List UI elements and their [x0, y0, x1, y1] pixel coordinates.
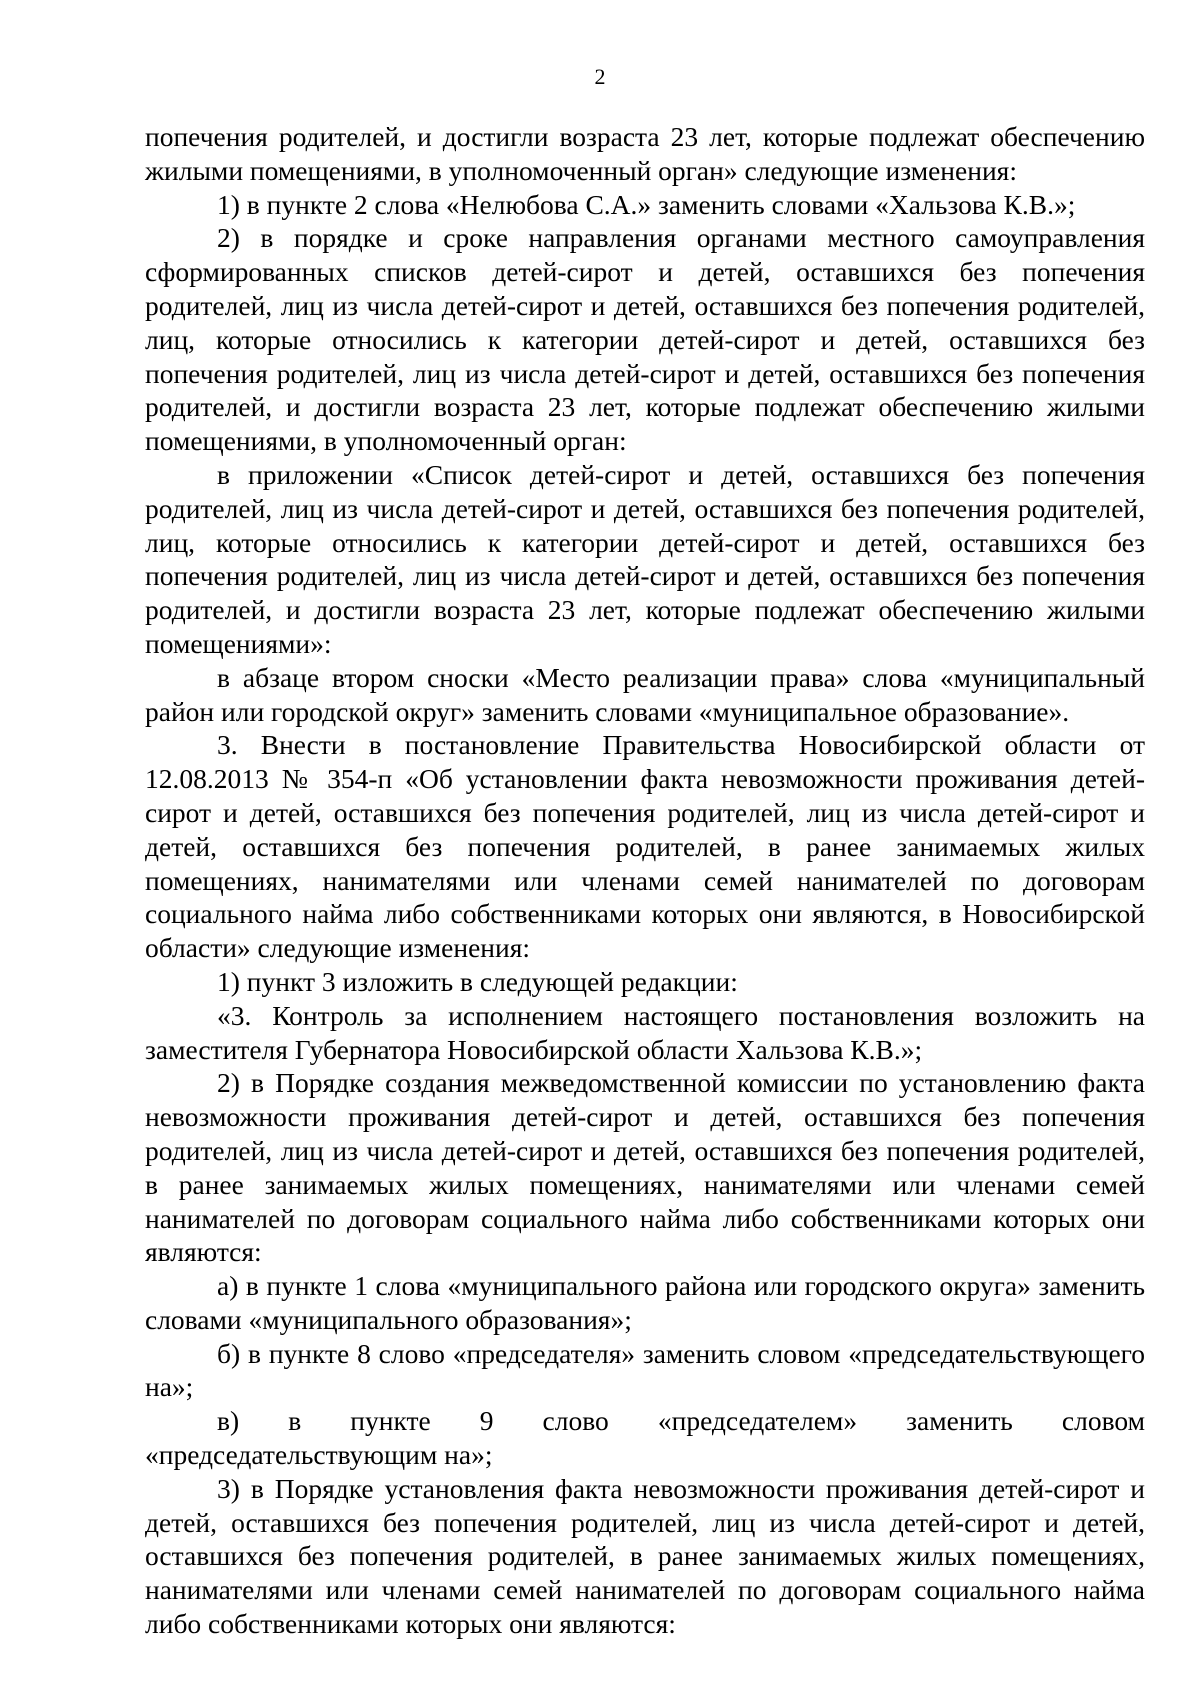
paragraph-section-3: 3. Внести в постановление Правительства Новосибирской области от 12.08.2013 № 354-п «Об установлении факта невозможности проживания детей-сирот и детей, оставшихся без попечения родителей, лиц из числа детей-сирот и детей, оставшихся без попечения родителей, в ранее занимаемых жилых помещениях, нанимателями или членами семей нанимателей по договорам социального найма либо собственниками которых они являются, в Новосибирской области» следующие изменения:	[145, 729, 1145, 964]
paragraph-item-3-3: 3) в Порядке установления факта невозможности проживания детей-сирот и детей, оставшихся без попечения родителей, лиц из числа детей-сирот и детей, оставшихся без попечения родителей, в ранее занимаемых жилых помещениях, нанимателями или членами семей нанимателей по договорам социального найма либо собственниками которых они являются:	[145, 1472, 1145, 1640]
paragraph-continuation: попечения родителей, и достигли возраста 23 лет, которые подлежат обеспечению жилыми помещениями, в уполномоченный орган» следующие изменения:	[145, 121, 1145, 186]
paragraph-quote-control: «3. Контроль за исполнением настоящего постановления возложить на заместителя Губернатора Новосибирской области Хальзова К.В.»;	[145, 999, 1145, 1065]
paragraph-item-3-2: 2) в Порядке создания межведомственной комиссии по установлению факта невозможности проживания детей-сирот и детей, оставшихся без попечения родителей, лиц из числа детей-сирот и детей, оставшихся без попечения родителей, в ранее занимаемых жилых помещениях, нанимателями или членами семей нанимателей по договорам социального найма либо собственниками которых они являются:	[145, 1067, 1145, 1268]
paragraph-item-3-1: 1) пункт 3 изложить в следующей редакции:	[217, 965, 738, 997]
paragraph-subitem-a: а) в пункте 1 слова «муниципального района или городского округа» заменить словами «муниципального образования»;	[145, 1270, 1145, 1335]
paragraph-subitem-v: в) в пункте 9 слово «председателем» заменить словом «председательствующим на»;	[145, 1405, 1145, 1471]
paragraph-appendix: в приложении «Список детей-сирот и детей, оставшихся без попечения родителей, лиц из числа детей-сирот и детей, оставшихся без попечения родителей, лиц, которые относились к категории детей-сирот и детей, оставшихся без попечения родителей, лиц из числа детей-сирот и детей, оставшихся без попечения родителей, и достигли возраста 23 лет, которые подлежат обеспечению жилыми помещениями»:	[145, 458, 1145, 659]
document-body	[145, 120, 1145, 1641]
paragraph-subitem-b: б) в пункте 8 слово «председателя» заменить словом «председательствующего на»;	[145, 1337, 1145, 1403]
paragraph-item-1-2: 2) в порядке и сроке направления органами местного самоуправления сформированных списков детей-сирот и детей, оставшихся без попечения родителей, лиц из числа детей-сирот и детей, оставшихся без попечения родителей, лиц, которые относились к категории детей-сирот и детей, оставшихся без попечения родителей, лиц из числа детей-сирот и детей, оставшихся без попечения родителей, и достигли возраста 23 лет, которые подлежат обеспечению жилыми помещениями, в уполномоченный орган:	[145, 222, 1145, 457]
page-number: 2	[594, 64, 606, 89]
paragraph-footnote: в абзаце втором сноски «Место реализации права» слова «муниципальный район или городской округ» заменить словами «муниципальное образование».	[145, 661, 1145, 727]
paragraph-item-1-1: 1) в пункте 2 слова «Нелюбова С.А.» заменить словами «Хальзова К.В.»;	[217, 188, 1076, 220]
